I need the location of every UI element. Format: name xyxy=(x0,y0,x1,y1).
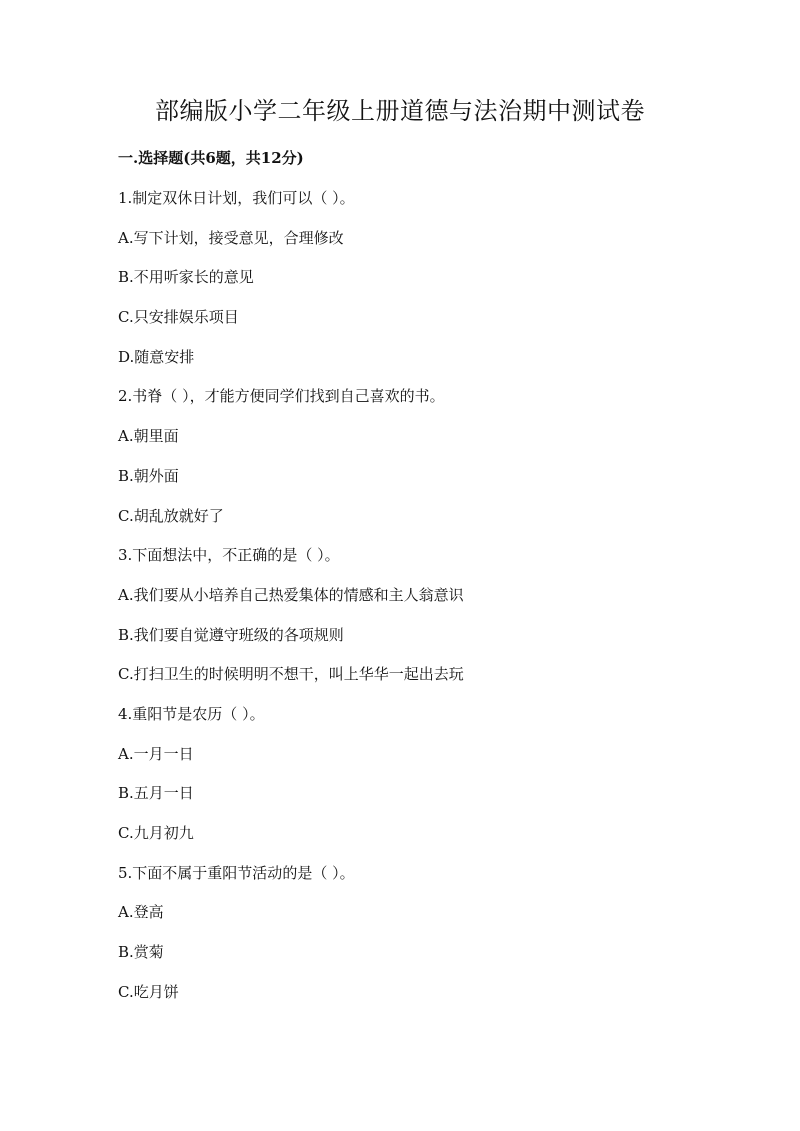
page-title: 部编版小学二年级上册道德与法治期中测试卷 xyxy=(155,97,645,125)
option-line: C.胡乱放就好了 xyxy=(118,506,224,525)
option-line: B.朝外面 xyxy=(118,466,179,485)
question-line: 5.下面不属于重阳节活动的是（ ）。 xyxy=(118,863,355,882)
option-line: A.我们要从小培养自己热爱集体的情感和主人翁意识 xyxy=(118,585,464,604)
option-line: B.赏菊 xyxy=(118,943,164,962)
option-line: C.吃月饼 xyxy=(118,982,179,1001)
option-line: C.九月初九 xyxy=(118,824,194,842)
question-line: 2.书脊（ ），才能方便同学们找到自己喜欢的书。 xyxy=(118,387,445,406)
option-line: A.写下计划，接受意见，合理修改 xyxy=(118,228,344,247)
option-line: A.朝里面 xyxy=(118,427,179,446)
option-line: B.五月一日 xyxy=(118,784,194,803)
option-line: A.登高 xyxy=(118,903,164,922)
question-line: 3.下面想法中，不正确的是（ ）。 xyxy=(118,546,340,565)
option-line: A.一月一日 xyxy=(118,744,194,763)
option-line: B.不用听家长的意见 xyxy=(118,268,254,287)
option-line: B.我们要自觉遵守班级的各项规则 xyxy=(118,625,344,644)
question-list xyxy=(118,186,738,1019)
question-line: 1.制定双休日计划，我们可以（ ）。 xyxy=(118,189,355,207)
section-heading: 一.选择题(共6题，共12分) xyxy=(118,149,304,167)
option-line: D.随意安排 xyxy=(118,347,195,366)
option-line: C.只安排娱乐项目 xyxy=(118,308,239,327)
question-line: 4.重阳节是农历（ ）。 xyxy=(118,704,265,723)
option-line: C.打扫卫生的时候明明不想干，叫上华华一起出去玩 xyxy=(118,665,464,684)
